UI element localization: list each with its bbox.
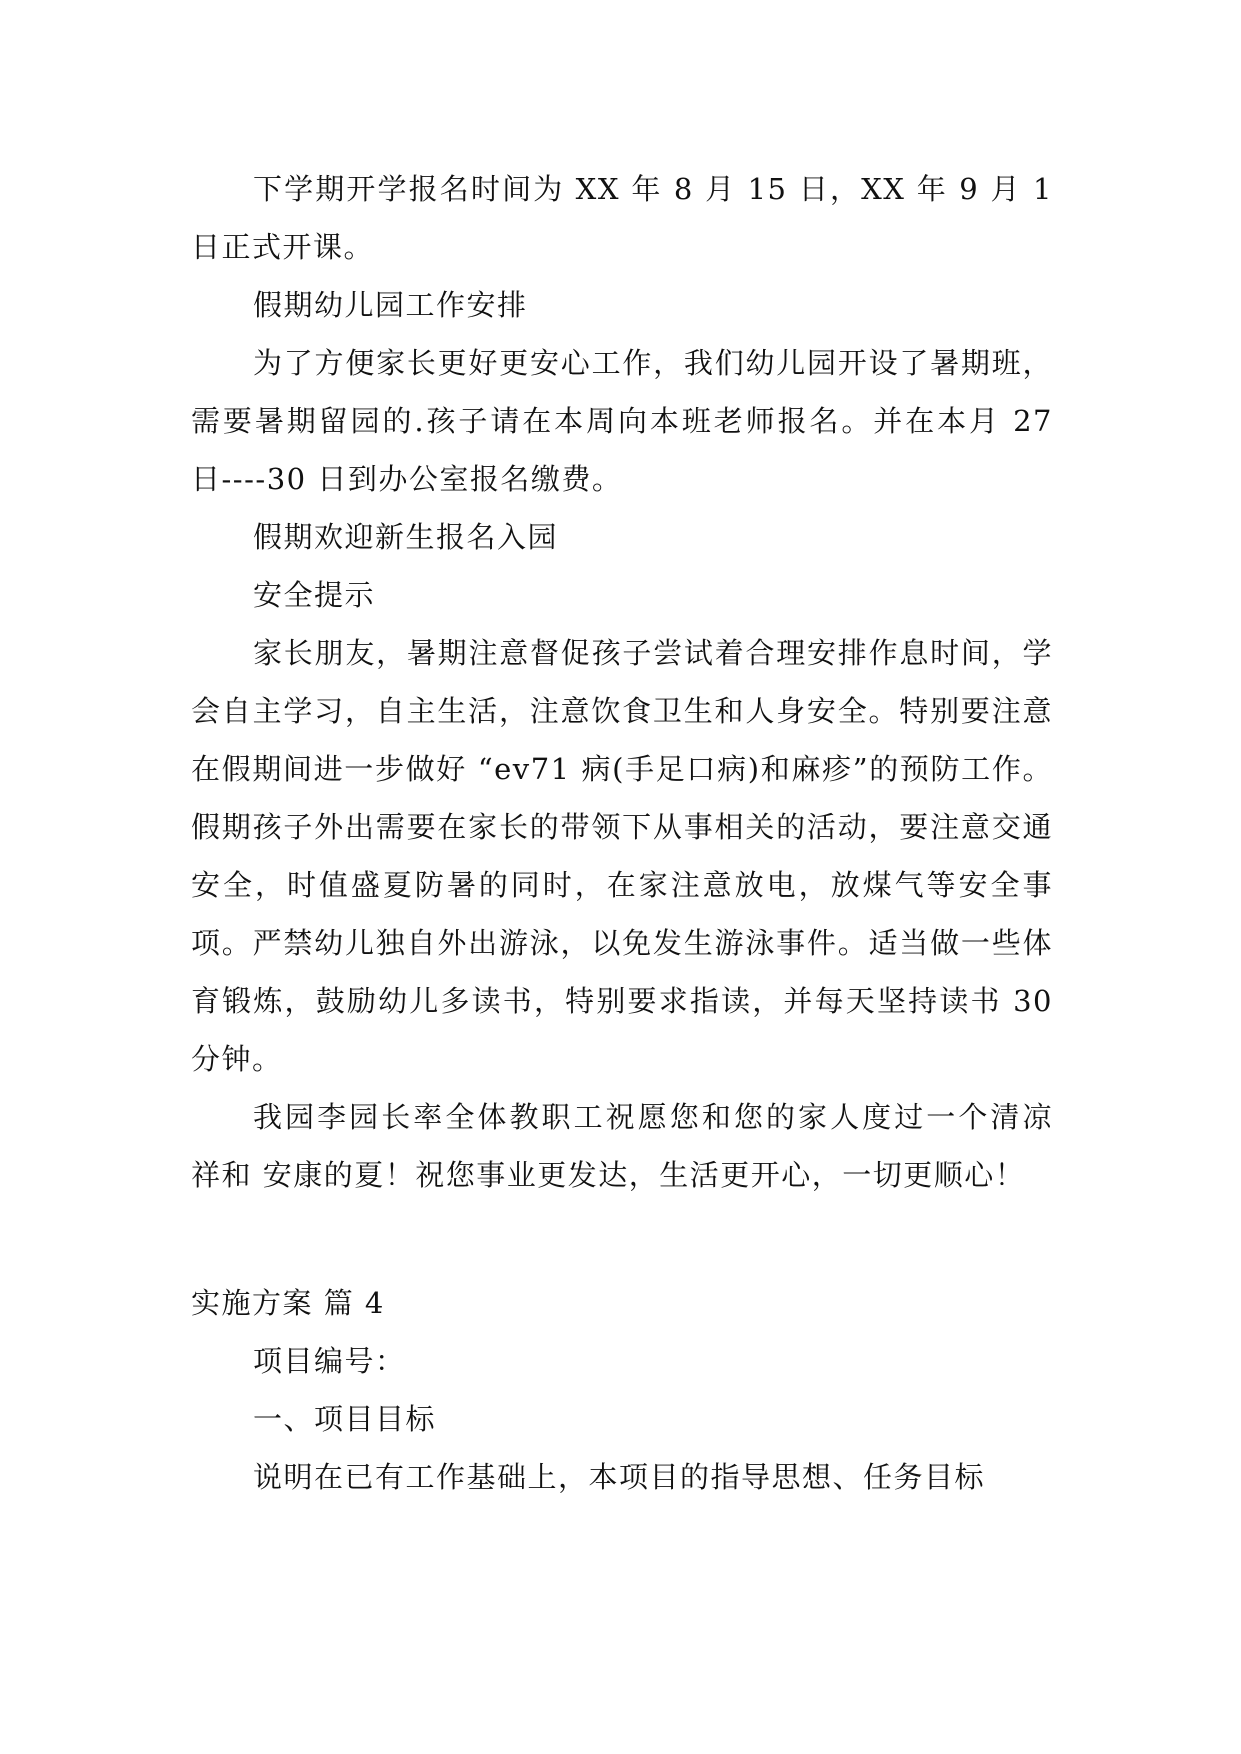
heading-project-goal: 一、项目目标 xyxy=(253,1402,437,1436)
paragraph-safety-tips: 家长朋友，暑期注意督促孩子尝试着合理安排作息时间，学会自主学习，自主生活，注意饮食卫生和人身安全。特别要注意在假期间进一步做好 “ev71 病(手足口病)和麻疹”的预防工作。假期孩子外出需要在家长的带领下从事相关的活动，要注意交通安全，时值盛夏防暑的同时，在家注意放电，放煤气等安全事项。严禁幼儿独自外出游泳，以免发生游泳事件。适当做一些体育锻炼，鼓励幼儿多读书，特别要求指读，并每天坚持读书 30 分钟。 xyxy=(191,636,1053,1076)
heading-holiday-arrangement: 假期幼儿园工作安排 xyxy=(253,288,528,322)
paragraph-project-number: 项目编号： xyxy=(253,1344,406,1378)
heading-safety-tips: 安全提示 xyxy=(253,578,376,612)
section-spacer xyxy=(191,1204,1053,1274)
paragraph-summer-class: 为了方便家长更好更安心工作，我们幼儿园开设了暑期班，需要暑期留园的.孩子请在本周向本班老师报名。并在本月 27 日----30 日到办公室报名缴费。 xyxy=(191,346,1053,496)
paragraph-closing-wishes: 我园李园长率全体教职工祝愿您和您的家人度过一个清凉 祥和 安康的夏！祝您事业更发达，生活更开心，一切更顺心！ xyxy=(191,1100,1053,1192)
document-body xyxy=(191,160,1053,1506)
heading-new-student-enrollment: 假期欢迎新生报名入园 xyxy=(253,520,559,554)
section-heading: 实施方案 篇 4 xyxy=(191,1286,385,1320)
paragraph-project-description: 说明在已有工作基础上，本项目的指导思想、任务目标 xyxy=(253,1460,986,1494)
paragraph-enrollment-date: 下学期开学报名时间为 XX 年 8 月 15 日，XX 年 9 月 1 日正式开课。 xyxy=(191,172,1053,264)
